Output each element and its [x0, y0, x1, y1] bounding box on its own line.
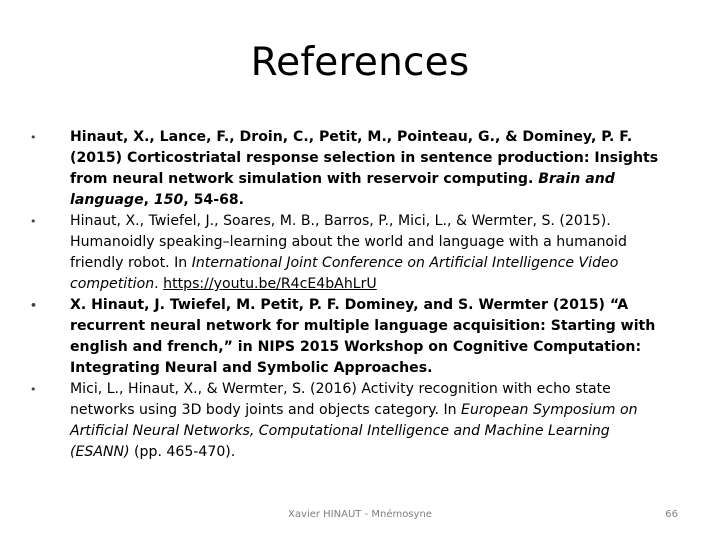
reference-1-text — [70, 129, 658, 208]
bullet-icon: • — [30, 131, 37, 144]
reference-4-venue: European Symposium on Artificial Neural Networks, Computational Intelligence and Machine Learning (ESANN) — [70, 402, 638, 460]
reference-item-3 — [30, 295, 662, 379]
reference-item-4 — [30, 379, 662, 463]
reference-1-separator: , — [143, 192, 154, 208]
reference-1-pages: , 54-68. — [183, 192, 245, 208]
reference-item-2 — [30, 211, 662, 295]
bullet-icon: • — [30, 383, 37, 396]
reference-4-authors-title: Mici, L., Hinaut, X., & Wermter, S. (2016) Activity recognition with echo state networks using 3D body joints and objects category. In — [70, 381, 611, 418]
reference-1-authors-title: Hinaut, X., Lance, F., Droin, C., Petit, M., Pointeau, G., & Dominey, P. F. (2015) Corticostriatal response selection in sentence production: Insights from neural network simulation with reservoir computing. — [70, 129, 659, 187]
reference-1-volume: 150 — [153, 192, 184, 208]
bullet-icon: • — [30, 215, 37, 228]
reference-2-separator: . — [154, 276, 164, 292]
footer-author: Xavier HINAUT - Mnémosyne — [288, 509, 432, 520]
reference-1-journal: Brain and language — [70, 171, 615, 208]
slide-number: 66 — [665, 509, 678, 520]
reference-item-1 — [30, 127, 662, 211]
reference-2-venue: International Joint Conference on Artificial Intelligence Video competition — [70, 255, 619, 292]
reference-list — [30, 127, 662, 463]
bullet-icon: • — [30, 299, 38, 312]
slide-title: References — [250, 40, 470, 85]
reference-3-text: X. Hinaut, J. Twiefel, M. Petit, P. F. Dominey, and S. Wermter (2015) “A recurrent neural network for multiple language acquisition: Starting with english and french,” in NIPS 2015 Workshop on Cognitive Computation: Integrating Neural and Symbolic Approaches. — [70, 297, 656, 376]
reference-2-authors-title: Hinaut, X., Twiefel, J., Soares, M. B., Barros, P., Mici, L., & Wermter, S. (2015). Humanoidly speaking–learning about the world and language with a humanoid friendly robot. In — [70, 213, 627, 271]
reference-2-video-link[interactable]: https://youtu.be/R4cE4bAhLrU — [163, 276, 377, 292]
reference-4-pages: (pp. 465-470). — [129, 444, 236, 460]
